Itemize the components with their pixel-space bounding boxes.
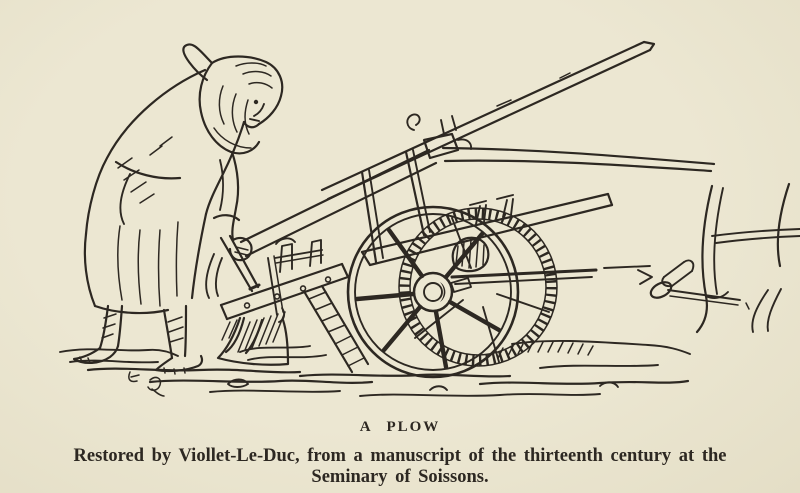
figure-caption-title: A PLOW [359,419,441,435]
peasant-figure [74,44,282,374]
figure-caption-line2: Seminary of Soissons. [311,467,489,487]
plow-beam [322,42,654,199]
ground-texture [60,341,690,396]
figure-caption-line1: Restored by Viollet-Le-Duc, from a manuscript of the thirteenth century at the [73,446,727,466]
hitch-assembly [638,184,789,332]
draft-pole [443,148,800,243]
